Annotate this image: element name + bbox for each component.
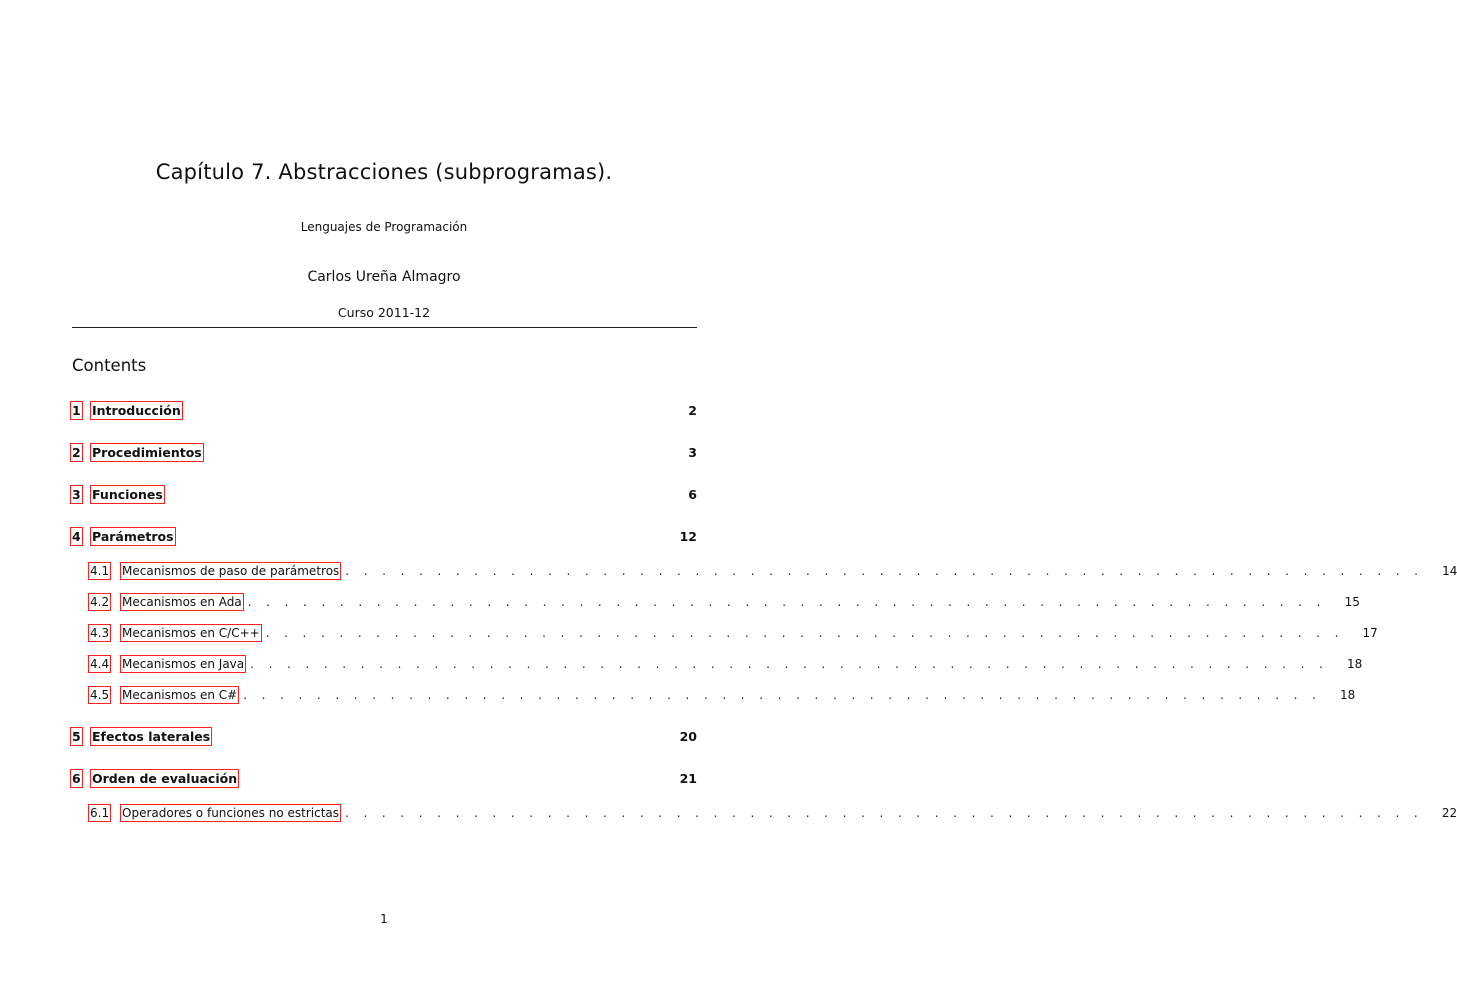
toc-subentry[interactable]: [72, 592, 1360, 612]
toc-subentry[interactable]: [72, 623, 1378, 643]
toc-subentry[interactable]: [72, 654, 1363, 674]
toc-entry-link[interactable]: Mecanismos en Java: [122, 657, 245, 671]
toc-subentry[interactable]: [72, 685, 1356, 705]
toc-entry-number[interactable]: 4.2: [90, 595, 110, 609]
contents-heading: Contents: [72, 356, 147, 375]
toc-leader-dots: . . . . . . . . . . . . . . . . . . . . . . . . . . . . . . . . . . . . . . . . . . . . . . . . . . . . . . . . . . .: [247, 595, 1326, 609]
horizontal-divider: [72, 327, 697, 328]
toc-entry-link[interactable]: Mecanismos en Ada: [122, 595, 242, 609]
toc-entry-page: 21: [679, 770, 697, 786]
toc-entry-link[interactable]: Procedimientos: [92, 444, 202, 460]
toc-entry-number[interactable]: 1: [72, 402, 81, 418]
toc-entry-number[interactable]: 4: [72, 528, 81, 544]
document-author: Carlos Ureña Almagro: [307, 269, 461, 285]
toc-subentry[interactable]: [72, 561, 1457, 581]
toc-entry-link[interactable]: Mecanismos en C/C++: [122, 626, 260, 640]
toc-entry-page: 14: [1442, 564, 1457, 578]
document-title: Capítulo 7. Abstracciones (subprogramas).: [155, 160, 613, 184]
toc-entry[interactable]: [72, 768, 697, 788]
toc-entry[interactable]: [72, 442, 697, 462]
toc-entry-number[interactable]: 6: [72, 770, 81, 786]
toc-entry-number[interactable]: 4.5: [90, 688, 110, 702]
toc-entry[interactable]: [72, 526, 697, 546]
toc-entry-page: 12: [679, 528, 697, 544]
toc-entry-link[interactable]: Mecanismos de paso de parámetros: [122, 564, 340, 578]
toc-entry[interactable]: [72, 726, 697, 746]
toc-leader-dots: . . . . . . . . . . . . . . . . . . . . . . . . . . . . . . . . . . . . . . . . . . . . . . . . . . . . . . . . . . .: [345, 564, 1424, 578]
toc-entry-number[interactable]: 5: [72, 728, 81, 744]
toc-entry-page: 2: [688, 402, 697, 418]
toc-entry-number[interactable]: 2: [72, 444, 81, 460]
page-number: 1: [380, 912, 388, 926]
toc-entry[interactable]: [72, 484, 697, 504]
toc-entry[interactable]: [72, 400, 697, 420]
toc-leader-dots: . . . . . . . . . . . . . . . . . . . . . . . . . . . . . . . . . . . . . . . . . . . . . . . . . . . . . . . . . . .: [265, 626, 1344, 640]
toc-entry-page: 15: [1344, 595, 1360, 609]
toc-entry-link[interactable]: Funciones: [92, 486, 163, 502]
toc-entry-page: 6: [688, 486, 697, 502]
toc-entry-link[interactable]: Orden de evaluación: [92, 770, 238, 786]
toc-entry-page: 18: [1340, 688, 1356, 702]
toc-leader-dots: . . . . . . . . . . . . . . . . . . . . . . . . . . . . . . . . . . . . . . . . . . . . . . . . . . . . . . . . . . .: [345, 806, 1424, 820]
toc-entry-number[interactable]: 6.1: [90, 806, 110, 820]
toc-entry-page: 18: [1346, 657, 1363, 671]
document-subtitle: Lenguajes de Programación: [300, 220, 468, 234]
toc-entry-link[interactable]: Mecanismos en C#: [122, 688, 238, 702]
document-date: Curso 2011-12: [337, 305, 431, 320]
toc-subentry[interactable]: [72, 803, 1457, 823]
toc-entry-page: 3: [688, 444, 697, 460]
toc-entry-number[interactable]: 4.3: [90, 626, 110, 640]
toc-entry-number[interactable]: 4.1: [90, 564, 110, 578]
toc-entry-number[interactable]: 3: [72, 486, 81, 502]
toc-leader-dots: . . . . . . . . . . . . . . . . . . . . . . . . . . . . . . . . . . . . . . . . . . . . . . . . . . . . . . . . . . .: [243, 688, 1322, 702]
toc-entry-number[interactable]: 4.4: [90, 657, 110, 671]
toc-entry-link[interactable]: Operadores o funciones no estrictas: [122, 806, 340, 820]
toc-entry-link[interactable]: Introducción: [92, 402, 181, 418]
toc-entry-page: 20: [679, 728, 697, 744]
toc-entry-page: 17: [1362, 626, 1378, 640]
toc-entry-page: 22: [1441, 806, 1457, 820]
toc-leader-dots: . . . . . . . . . . . . . . . . . . . . . . . . . . . . . . . . . . . . . . . . . . . . . . . . . . . . . . . . . . .: [250, 657, 1329, 671]
toc-entry-link[interactable]: Parámetros: [92, 528, 174, 544]
toc-entry-link[interactable]: Efectos laterales: [92, 728, 211, 744]
